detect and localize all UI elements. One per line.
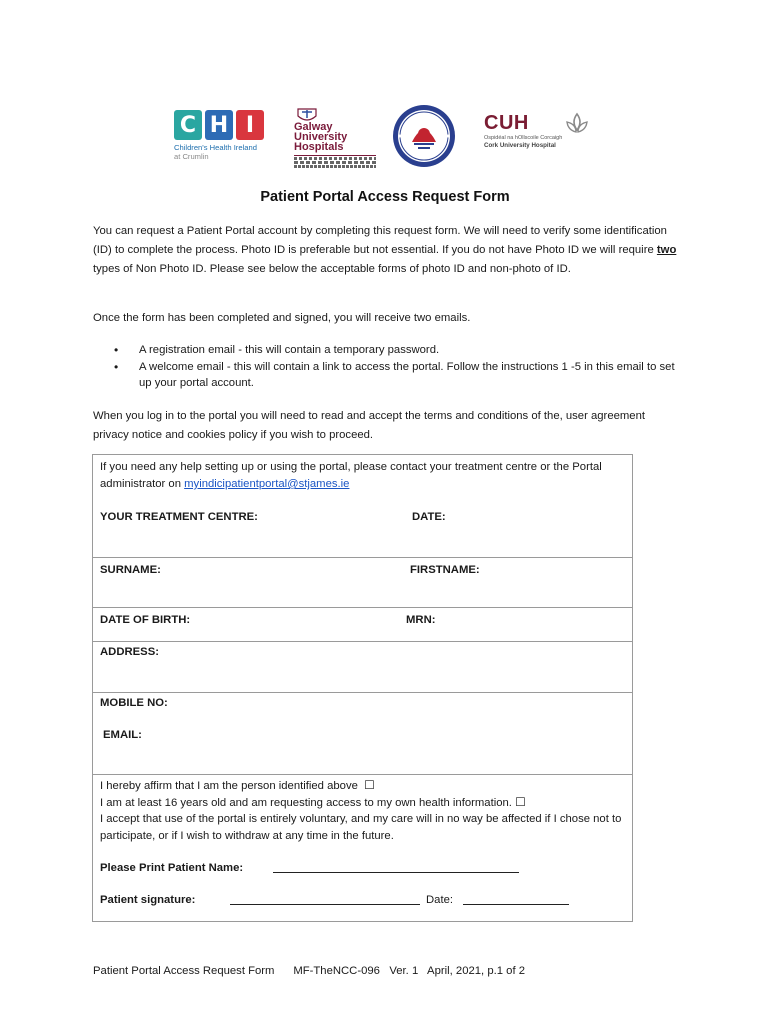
affirm-voluntary: I accept that use of the portal is entirely voluntary, and my care will in no way be affected if I chose not to participate, or if I wish to withdraw at any time in the future. <box>100 813 622 842</box>
affirm-age <box>100 794 628 812</box>
chi-letter-i: I <box>236 110 264 140</box>
help-text-body: If you need any help setting up or using the portal, please contact your treatment centre or the Portal administrator on <box>100 461 602 490</box>
chi-letter-c: C <box>174 110 202 140</box>
cuh-logo-line1: Ospidéal na hOllscoile Corcaigh <box>484 135 563 141</box>
print-name-label: Please Print Patient Name: <box>100 862 244 874</box>
email-bullet-list <box>93 342 683 392</box>
seal-emblem-icon <box>392 104 456 168</box>
galway-logo <box>292 108 378 168</box>
cuh-logo-line2: Cork University Hospital <box>484 142 556 149</box>
terms-paragraph: When you log in to the portal you will need to read and accept the terms and conditions of the, user agreement privacy notice and cookies policy if you wish to proceed. <box>93 410 645 441</box>
footer-form-name: Patient Portal Access Request Form <box>93 965 275 977</box>
affirm-identity <box>100 777 628 795</box>
firstname-label: FIRSTNAME: <box>410 564 480 576</box>
checkbox-icon[interactable]: ☐ <box>515 795 526 809</box>
signature-line[interactable] <box>230 895 420 905</box>
list-item: • A registration email - this will contain a temporary password. <box>93 342 683 358</box>
request-form-table <box>92 454 633 922</box>
signature-date-label: Date: <box>426 894 454 906</box>
mrn-label: MRN: <box>406 614 436 626</box>
cuh-logo-title: CUH <box>484 112 529 134</box>
help-email-link[interactable]: myindicipatientportal@stjames.ie <box>184 478 350 490</box>
chi-logo <box>174 110 284 168</box>
date-label: DATE: <box>412 511 446 523</box>
intro-paragraph <box>93 222 683 279</box>
surname-label: SURNAME: <box>100 564 161 576</box>
leaf-icon <box>564 112 590 138</box>
galway-logo-line2: University <box>294 131 348 143</box>
form-row-names <box>93 558 632 608</box>
affirm-age-text: I am at least 16 years old and am requesting access to my own health information. <box>100 797 512 809</box>
help-text <box>100 459 620 493</box>
galway-logo-fineprint <box>294 155 376 168</box>
form-row-contact <box>93 693 632 775</box>
chi-letter-h: H <box>205 110 233 140</box>
form-row-dob-mrn <box>93 608 632 642</box>
mobile-label: MOBILE NO: <box>100 697 168 709</box>
emails-paragraph: Once the form has been completed and signed, you will receive two emails. <box>93 312 471 324</box>
page-footer <box>93 965 525 977</box>
checkbox-icon[interactable]: ☐ <box>364 778 375 792</box>
address-label: ADDRESS: <box>100 646 159 658</box>
treatment-centre-label: YOUR TREATMENT CENTRE: <box>100 511 258 523</box>
intro-text-before: You can request a Patient Portal account by completing this request form. We will need to verify some identification (ID) to complete the process. Photo ID is preferable but not essential. If you do not have Photo ID we will require <box>93 225 667 256</box>
page-title: Patient Portal Access Request Form <box>260 189 510 205</box>
galway-logo-line3: Hospitals <box>294 141 344 153</box>
chi-logo-line2: at Crumlin <box>174 152 209 161</box>
cuh-logo <box>484 112 594 168</box>
signature-label: Patient signature: <box>100 894 196 906</box>
affirm-identity-text: I hereby affirm that I am the person identified above <box>100 780 358 792</box>
logo-strip <box>170 104 590 170</box>
email-label: EMAIL: <box>103 729 142 741</box>
form-row-address <box>93 642 632 693</box>
footer-version: MF-TheNCC-096 Ver. 1 April, 2021, p.1 of 2 <box>293 965 526 977</box>
galway-logo-line1: Galway <box>294 121 333 133</box>
form-row-declaration <box>93 775 632 921</box>
dob-label: DATE OF BIRTH: <box>100 614 191 626</box>
form-row-help-centre <box>93 455 632 558</box>
intro-emphasis: two <box>656 244 677 256</box>
list-item: • A welcome email - this will contain a link to access the portal. Follow the instructions 1 -5 in this email to set up your portal account. <box>93 359 683 391</box>
signature-date-line[interactable] <box>463 895 569 905</box>
chi-logo-line1: Children's Health Ireland <box>174 143 257 152</box>
intro-text-after: types of Non Photo ID. Please see below the acceptable forms of photo ID and non-photo of ID. <box>93 263 571 275</box>
print-name-line[interactable] <box>273 863 519 873</box>
